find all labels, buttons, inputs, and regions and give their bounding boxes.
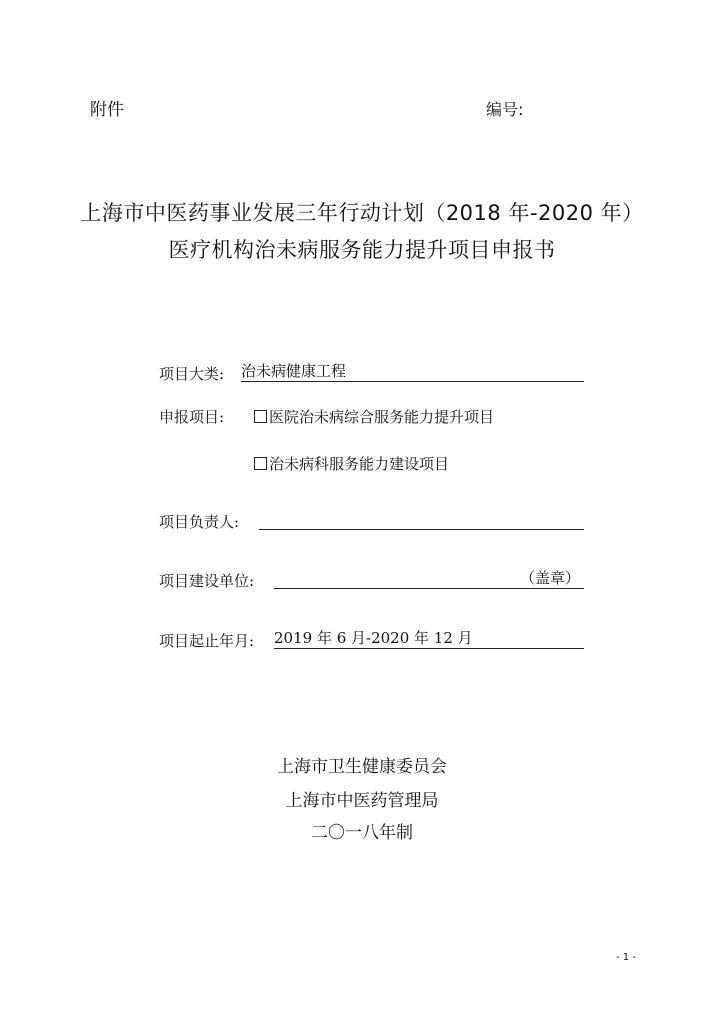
period-value: 2019 年 6 月-2020 年 12 月 [274, 629, 473, 647]
attachment-label: 附件 [90, 100, 124, 120]
project-option-2[interactable] [254, 453, 449, 474]
unit-field[interactable] [274, 568, 584, 589]
issue-year: 二〇一八年制 [311, 823, 413, 843]
project-option-2-label: 治未病科服务能力建设项目 [269, 455, 450, 473]
category-label: 项目大类: [159, 365, 225, 383]
document-title-line-2: 医疗机构治未病服务能力提升项目申报书 [168, 238, 556, 262]
issuer-health-commission: 上海市卫生健康委员会 [277, 757, 447, 777]
category-value: 治未病健康工程 [241, 362, 347, 380]
checkbox-icon[interactable] [254, 410, 267, 423]
number-label: 编号: [486, 100, 524, 119]
project-label: 申报项目: [159, 408, 225, 426]
document-title-line-1: 上海市中医药事业发展三年行动计划（2018 年-2020 年） [80, 201, 644, 225]
issuer-tcm-administration: 上海市中医药管理局 [285, 791, 439, 811]
page-number: - 1 - [616, 952, 636, 963]
leader-field[interactable] [259, 509, 584, 530]
project-option-1[interactable] [254, 406, 494, 427]
seal-note: （盖章） [519, 569, 580, 587]
leader-label: 项目负责人: [159, 513, 240, 531]
period-label: 项目起止年月: [159, 632, 255, 650]
checkbox-icon[interactable] [254, 457, 267, 470]
category-field[interactable] [241, 361, 584, 382]
unit-label: 项目建设单位: [159, 572, 255, 590]
period-field[interactable] [274, 628, 584, 649]
project-option-1-label: 医院治未病综合服务能力提升项目 [269, 408, 495, 426]
